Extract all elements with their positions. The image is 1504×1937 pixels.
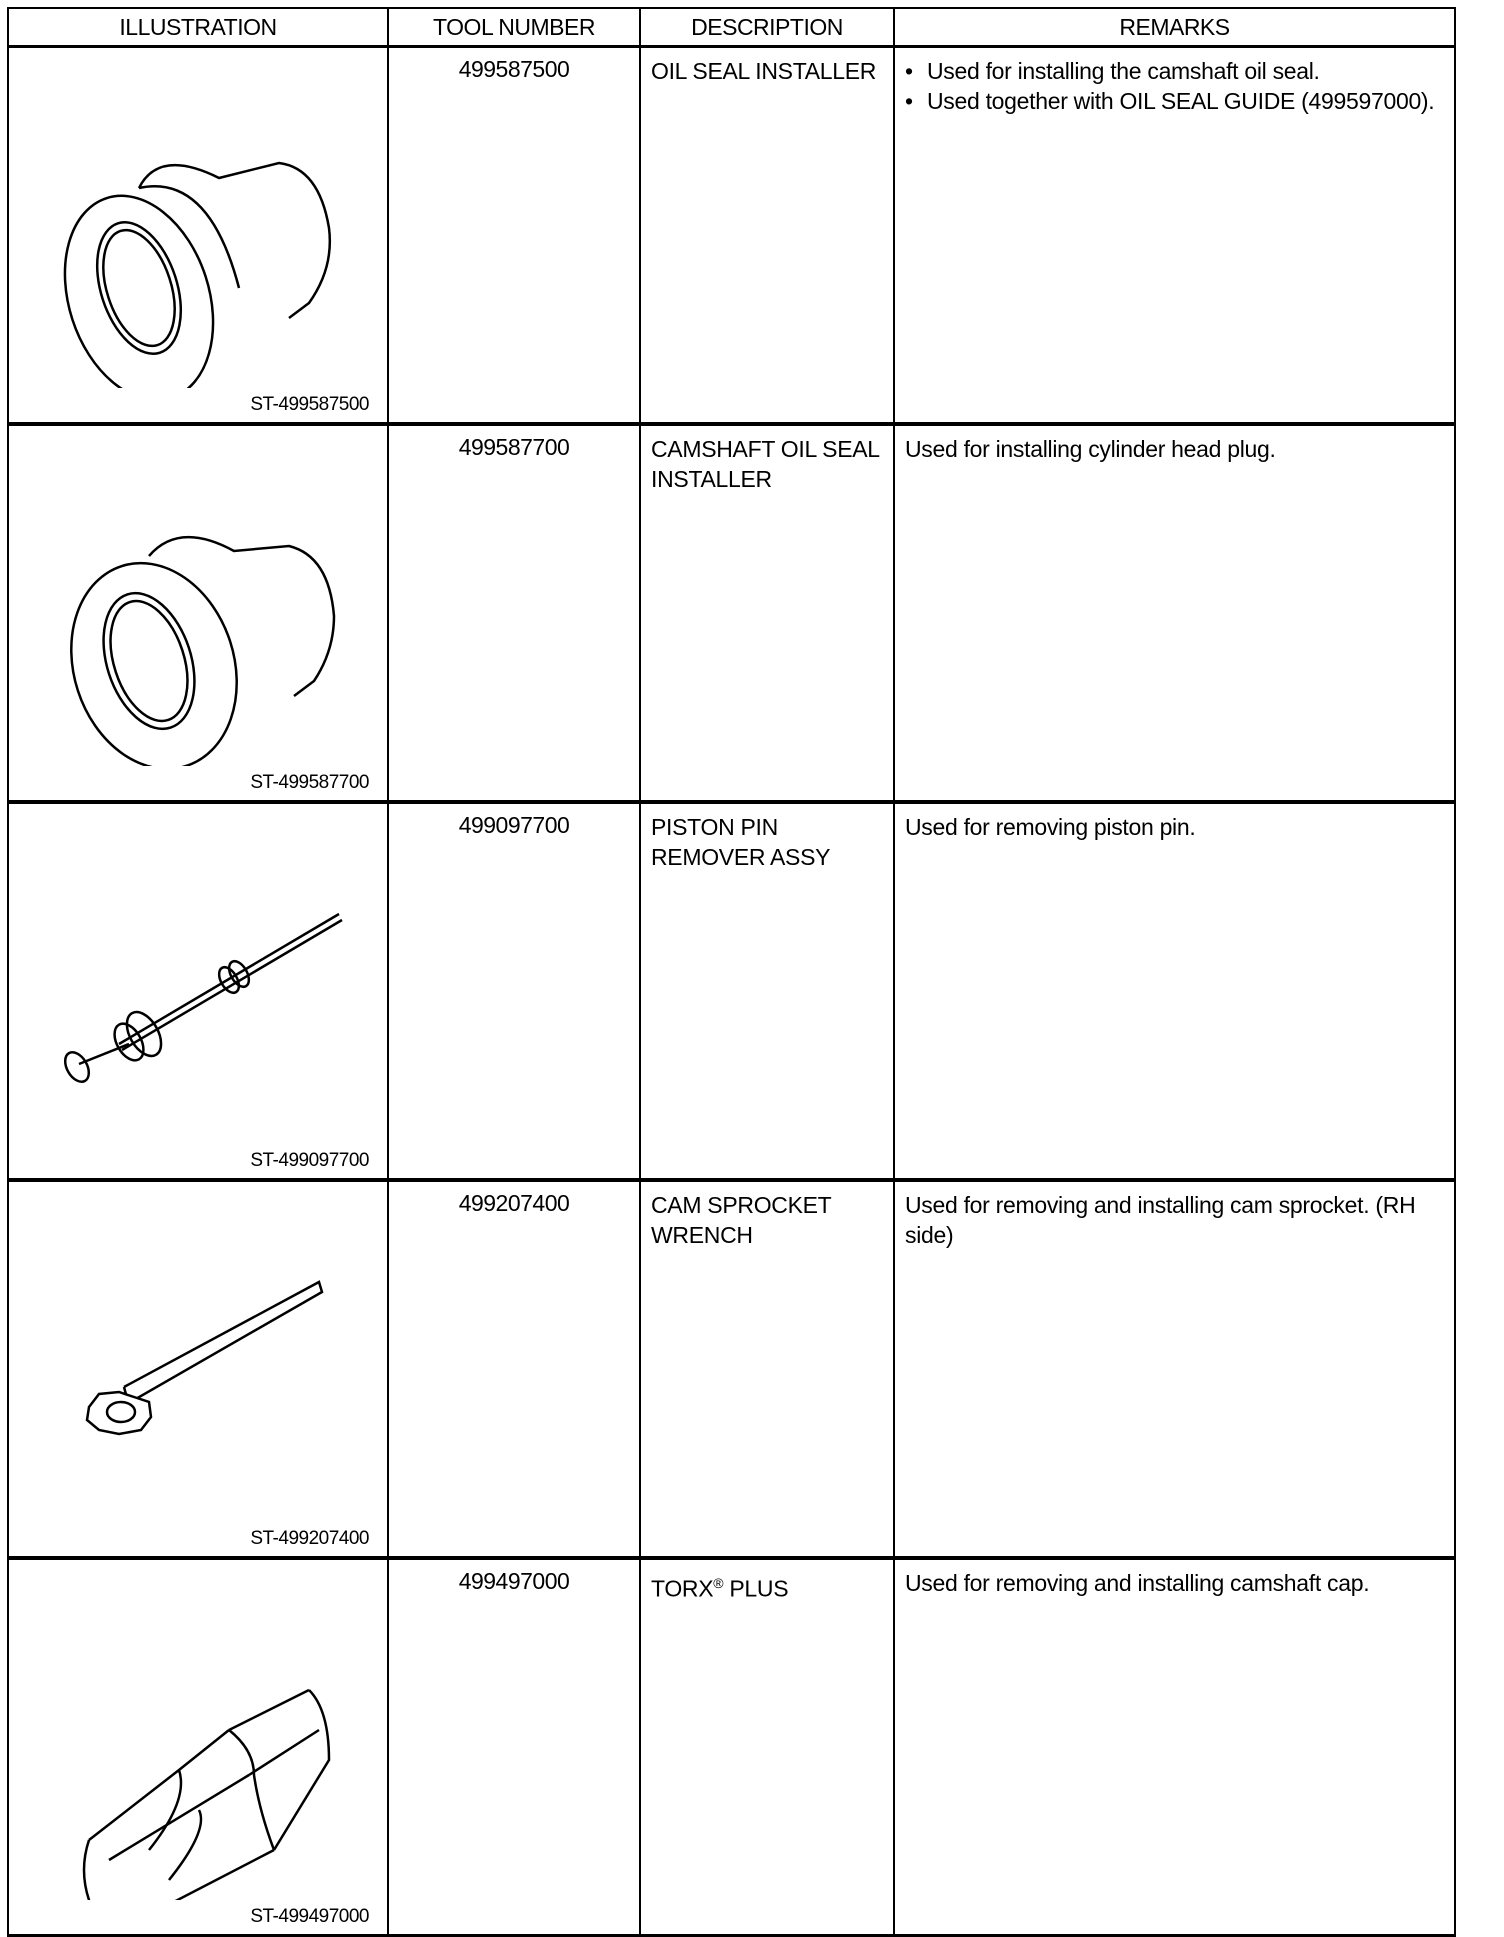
remarks-cell bbox=[894, 1558, 1455, 1936]
remark-item: • Used together with OIL SEAL GUIDE (499597000). bbox=[905, 88, 1435, 114]
remarks-cell bbox=[894, 47, 1455, 425]
tool-number: 499587500 bbox=[388, 47, 640, 425]
tool-number: 499207400 bbox=[388, 1180, 640, 1558]
tool-description: TORX® PLUS bbox=[640, 1558, 894, 1936]
header-tool-number: TOOL NUMBER bbox=[388, 8, 640, 47]
header-description: DESCRIPTION bbox=[640, 8, 894, 47]
illustration-cell bbox=[8, 47, 388, 425]
illustration-code: ST-499097700 bbox=[250, 1150, 369, 1171]
table-row bbox=[8, 1180, 1455, 1558]
torx-plus-bit-icon bbox=[29, 1600, 369, 1900]
illustration-code: ST-499587700 bbox=[250, 772, 369, 793]
tool-number: 499497000 bbox=[388, 1558, 640, 1936]
special-tools-table bbox=[7, 7, 1456, 1937]
tool-description: CAMSHAFT OIL SEAL INSTALLER bbox=[640, 424, 894, 802]
tool-number: 499097700 bbox=[388, 802, 640, 1180]
tool-description: OIL SEAL INSTALLER bbox=[640, 47, 894, 425]
camshaft-oil-seal-installer-icon bbox=[29, 466, 369, 766]
illustration-code: ST-499497000 bbox=[250, 1906, 369, 1927]
table-row bbox=[8, 47, 1455, 425]
tool-description: PISTON PIN REMOVER ASSY bbox=[640, 802, 894, 1180]
remark-text: Used for installing cylinder head plug. bbox=[905, 436, 1276, 462]
remark-text: Used for removing and installing cam sprocket. (RH side) bbox=[905, 1192, 1416, 1248]
piston-pin-remover-icon bbox=[29, 844, 369, 1144]
remark-text: Used for removing and installing camshaft cap. bbox=[905, 1570, 1370, 1596]
illustration-cell bbox=[8, 424, 388, 802]
remark-item: • Used for installing the camshaft oil seal. bbox=[905, 58, 1320, 84]
remarks-cell bbox=[894, 424, 1455, 802]
illustration-cell bbox=[8, 1180, 388, 1558]
cam-sprocket-wrench-icon bbox=[29, 1222, 369, 1522]
header-illustration: ILLUSTRATION bbox=[8, 8, 388, 47]
table-row bbox=[8, 802, 1455, 1180]
header-remarks: REMARKS bbox=[894, 8, 1455, 47]
remarks-cell bbox=[894, 1180, 1455, 1558]
remarks-cell bbox=[894, 802, 1455, 1180]
illustration-cell bbox=[8, 1558, 388, 1936]
illustration-cell bbox=[8, 802, 388, 1180]
tool-number: 499587700 bbox=[388, 424, 640, 802]
oil-seal-installer-icon bbox=[29, 88, 369, 388]
illustration-code: ST-499587500 bbox=[250, 394, 369, 415]
tool-description: CAM SPROCKET WRENCH bbox=[640, 1180, 894, 1558]
table-row bbox=[8, 424, 1455, 802]
table-row bbox=[8, 1558, 1455, 1936]
remark-text: Used for removing piston pin. bbox=[905, 814, 1196, 840]
header-row bbox=[8, 8, 1455, 47]
illustration-code: ST-499207400 bbox=[250, 1528, 369, 1549]
